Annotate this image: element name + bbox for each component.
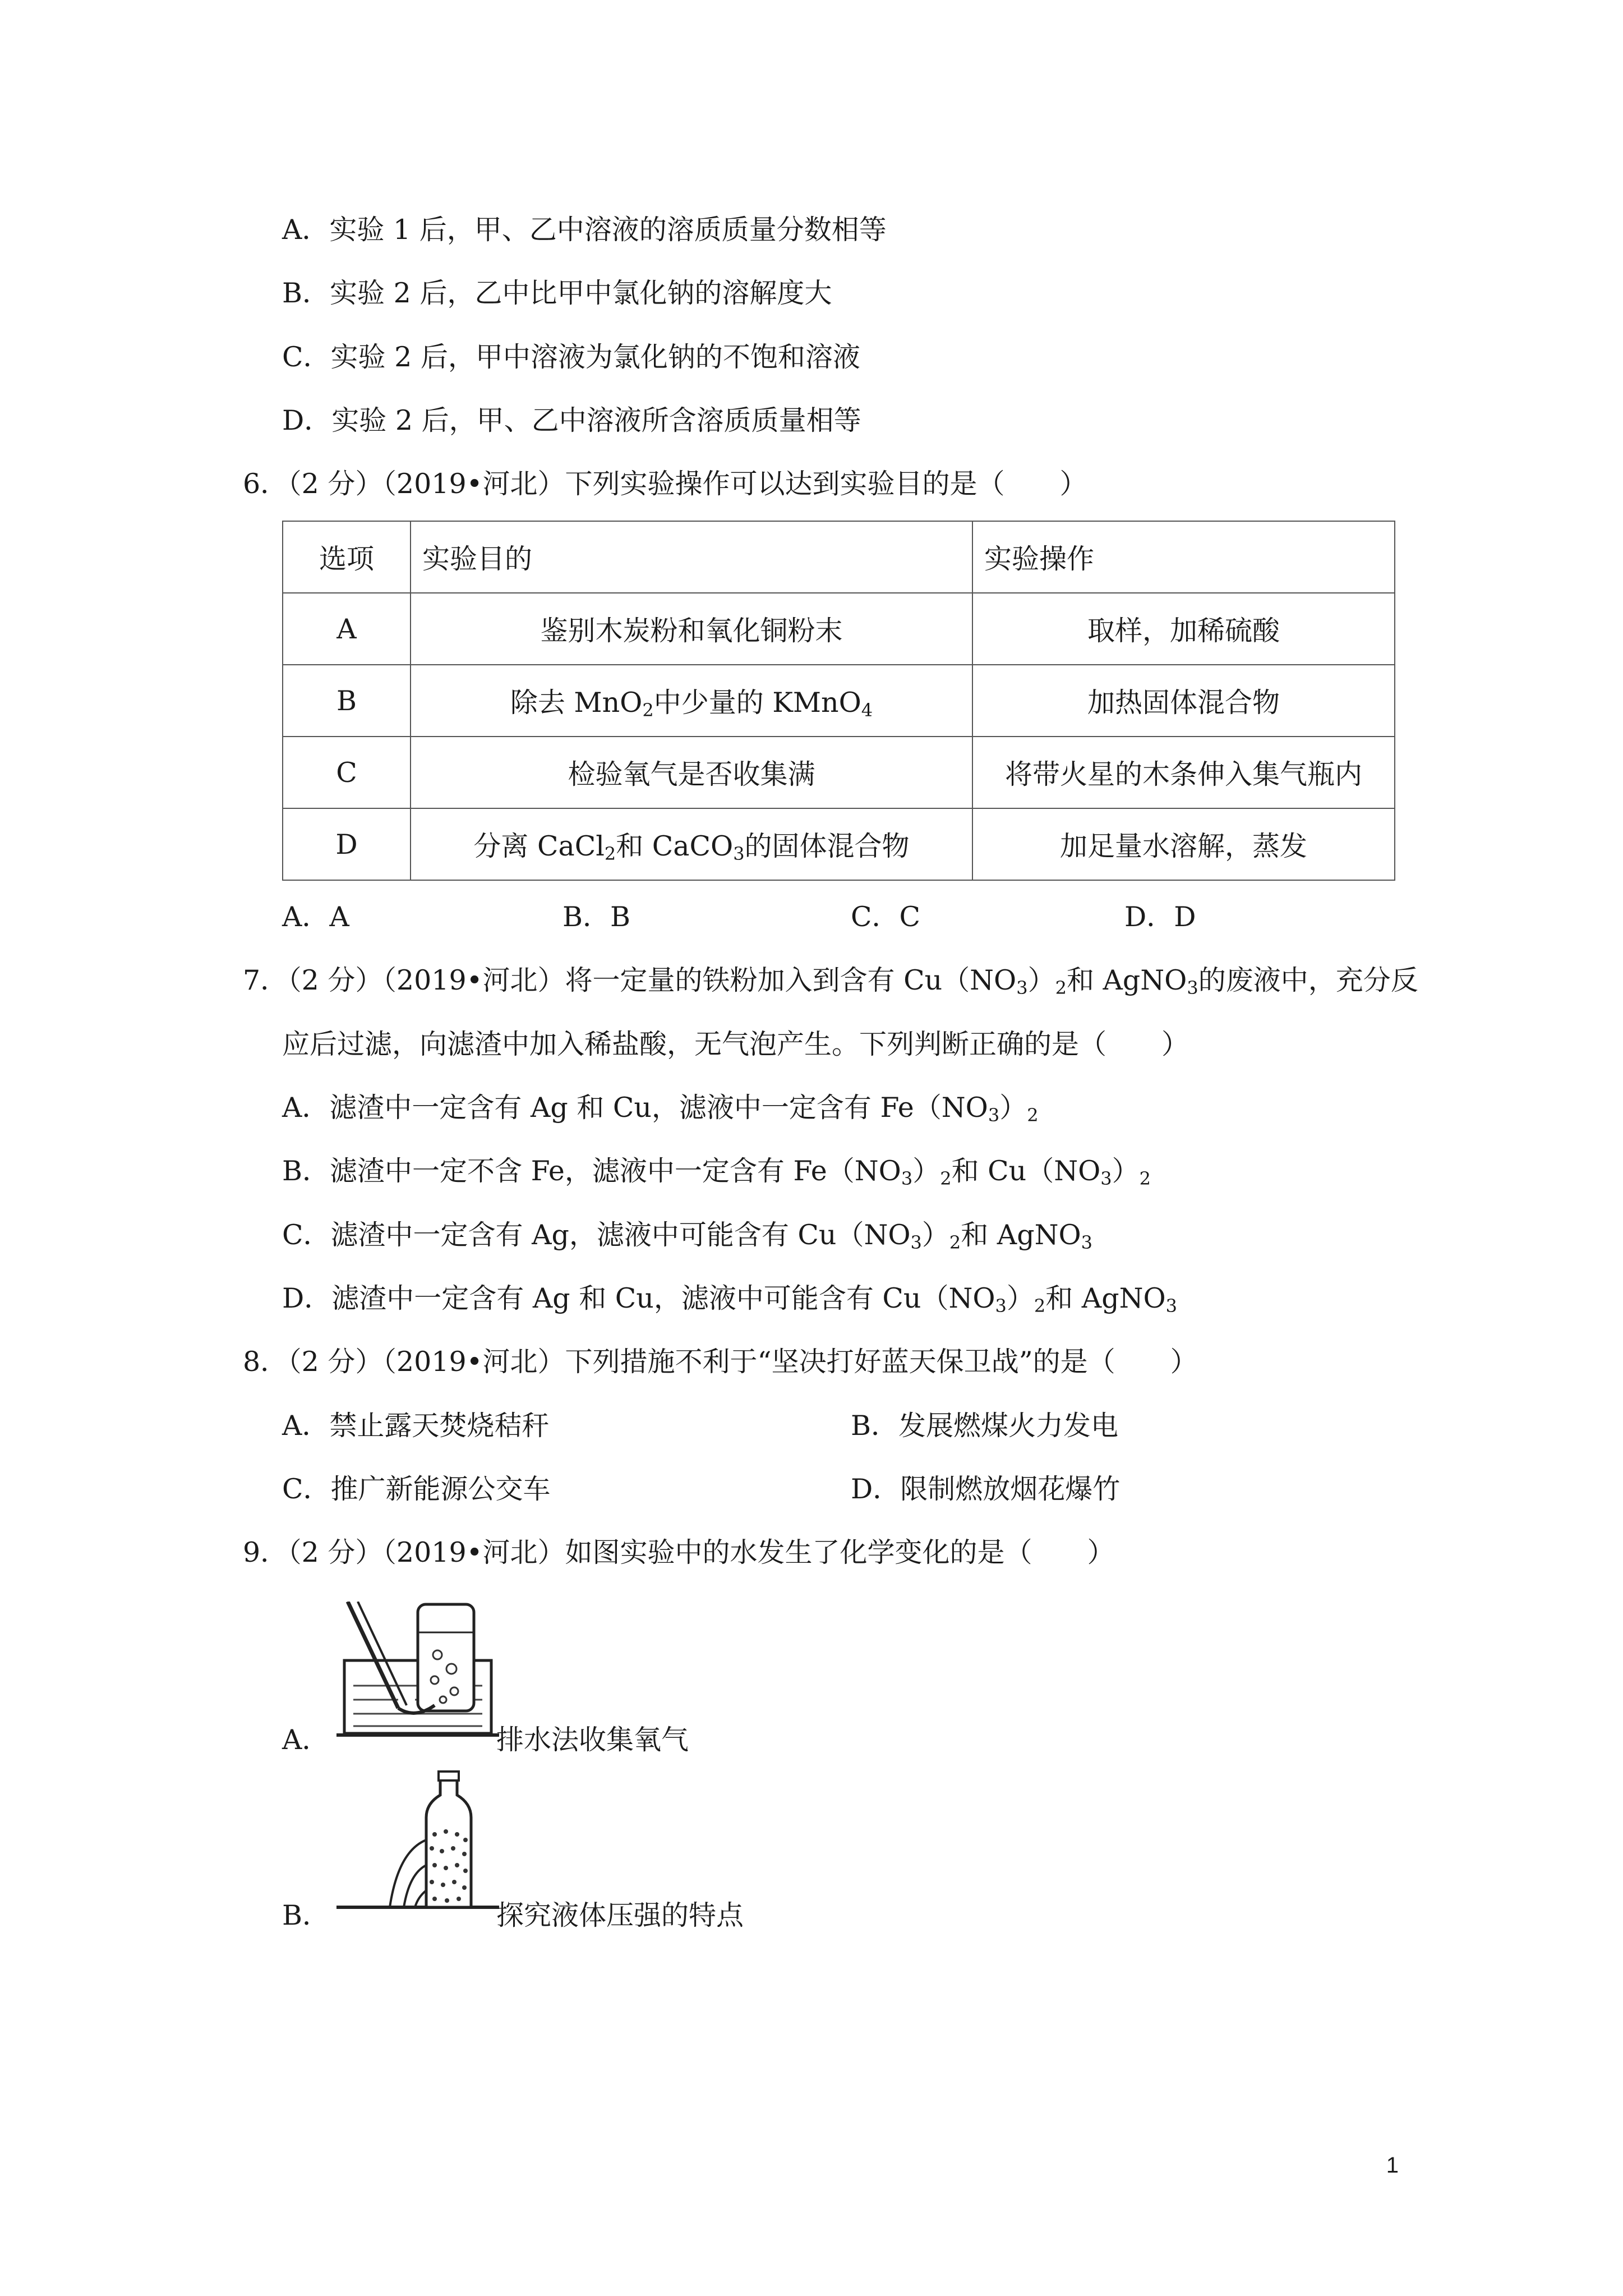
header-goal: 实验目的 bbox=[411, 521, 972, 593]
q5-option-d: D．实验 2 后，甲、乙中溶液所含溶质质量相等 bbox=[282, 404, 861, 436]
q7-option-b: B．滤渣中一定不含 Fe，滤液中一定含有 $Fe(NO_3)_2$和 $Cu(NO_3)_2$ bbox=[282, 1155, 1151, 1189]
q6-choice-d: D．D bbox=[1124, 901, 1196, 933]
table-row bbox=[283, 808, 1395, 880]
q8-option-b: B．发展燃煤火力发电 bbox=[851, 1410, 1119, 1442]
q6-choice-a: A．A bbox=[282, 901, 349, 933]
header-operation: 实验操作 bbox=[972, 521, 1395, 593]
row-goal: 检验氧气是否收集满 bbox=[411, 737, 972, 808]
q8-option-c: C．推广新能源公交车 bbox=[282, 1473, 551, 1505]
q5-option-c: C．实验 2 后，甲中溶液为氯化钠的不饱和溶液 bbox=[282, 341, 860, 373]
q9-option-b-text: 探究液体压强的特点 bbox=[496, 1899, 744, 1931]
header-option: 选项 bbox=[283, 521, 411, 593]
q7-option-d: D．滤渣中一定含有 Ag 和 Cu，滤液中可能含有 $Cu(NO_3)_2$和 AgNO$_3$ bbox=[282, 1282, 1177, 1317]
q8-option-a: A．禁止露天焚烧秸秆 bbox=[282, 1410, 550, 1442]
row-operation: 取样，加稀硫酸 bbox=[972, 593, 1395, 665]
q6-choice-b: B．B bbox=[562, 901, 631, 933]
row-operation: 将带火星的木条伸入集气瓶内 bbox=[972, 737, 1395, 808]
q9-option-b-label: B． bbox=[282, 1899, 330, 1931]
water-collection-apparatus-icon bbox=[336, 1602, 499, 1739]
q5-option-a: A．实验 1 后，甲、乙中溶液的溶质质量分数相等 bbox=[282, 214, 887, 246]
row-option: C bbox=[283, 737, 411, 808]
q9-stem: 9．（2 分）（2019•河北）如图实验中的水发生了化学变化的是（ ） bbox=[243, 1536, 1115, 1568]
row-operation: 加热固体混合物 bbox=[972, 665, 1395, 737]
q8-stem: 8．（2 分）（2019•河北）下列措施不利于“坚决打好蓝天保卫战”的是（ ） bbox=[243, 1346, 1198, 1378]
q7-option-c: C．滤渣中一定含有 Ag，滤液中可能含有 $Cu(NO_3)_2$和 AgNO$_3$ bbox=[282, 1219, 1092, 1253]
table-row bbox=[283, 665, 1395, 737]
row-operation: 加足量水溶解，蒸发 bbox=[972, 808, 1395, 880]
row-goal: 除去 MnO$_2$中少量的 KMnO$_4$ bbox=[411, 665, 972, 737]
table-row bbox=[283, 737, 1395, 808]
liquid-pressure-bottle-icon bbox=[336, 1767, 499, 1913]
q6-table bbox=[282, 521, 1395, 881]
q5-option-b: B．实验 2 后，乙中比甲中氯化钠的溶解度大 bbox=[282, 277, 832, 309]
table-header-row bbox=[283, 521, 1395, 593]
row-option: A bbox=[283, 593, 411, 665]
row-option: D bbox=[283, 808, 411, 880]
page-number: 1 bbox=[1386, 2153, 1399, 2178]
q9-option-a-label: A． bbox=[282, 1724, 330, 1756]
row-goal: 分离 CaCl$_2$和 CaCO$_3$的固体混合物 bbox=[411, 808, 972, 880]
q6-choice-c: C．C bbox=[851, 901, 920, 933]
row-goal: 鉴别木炭粉和氧化铜粉末 bbox=[411, 593, 972, 665]
q7-option-a: A．滤渣中一定含有 Ag 和 Cu，滤液中一定含有 $Fe(NO_3)_2$ bbox=[282, 1092, 1039, 1126]
q7-stem-line1: 7．（2 分）（2019•河北）将一定量的铁粉加入到含有 $Cu(NO_3)_2$和 AgNO$_3$的废液中，充分反 bbox=[243, 964, 1418, 999]
q6-stem: 6．（2 分）（2019•河北）下列实验操作可以达到实验目的是（ ） bbox=[243, 468, 1087, 500]
row-option: B bbox=[283, 665, 411, 737]
q8-option-d: D．限制燃放烟花爆竹 bbox=[851, 1473, 1121, 1505]
q9-option-a-text: 排水法收集氧气 bbox=[496, 1724, 689, 1756]
table-row bbox=[283, 593, 1395, 665]
q7-stem-line2: 应后过滤，向滤渣中加入稀盐酸，无气泡产生。下列判断正确的是（ ） bbox=[282, 1028, 1189, 1060]
